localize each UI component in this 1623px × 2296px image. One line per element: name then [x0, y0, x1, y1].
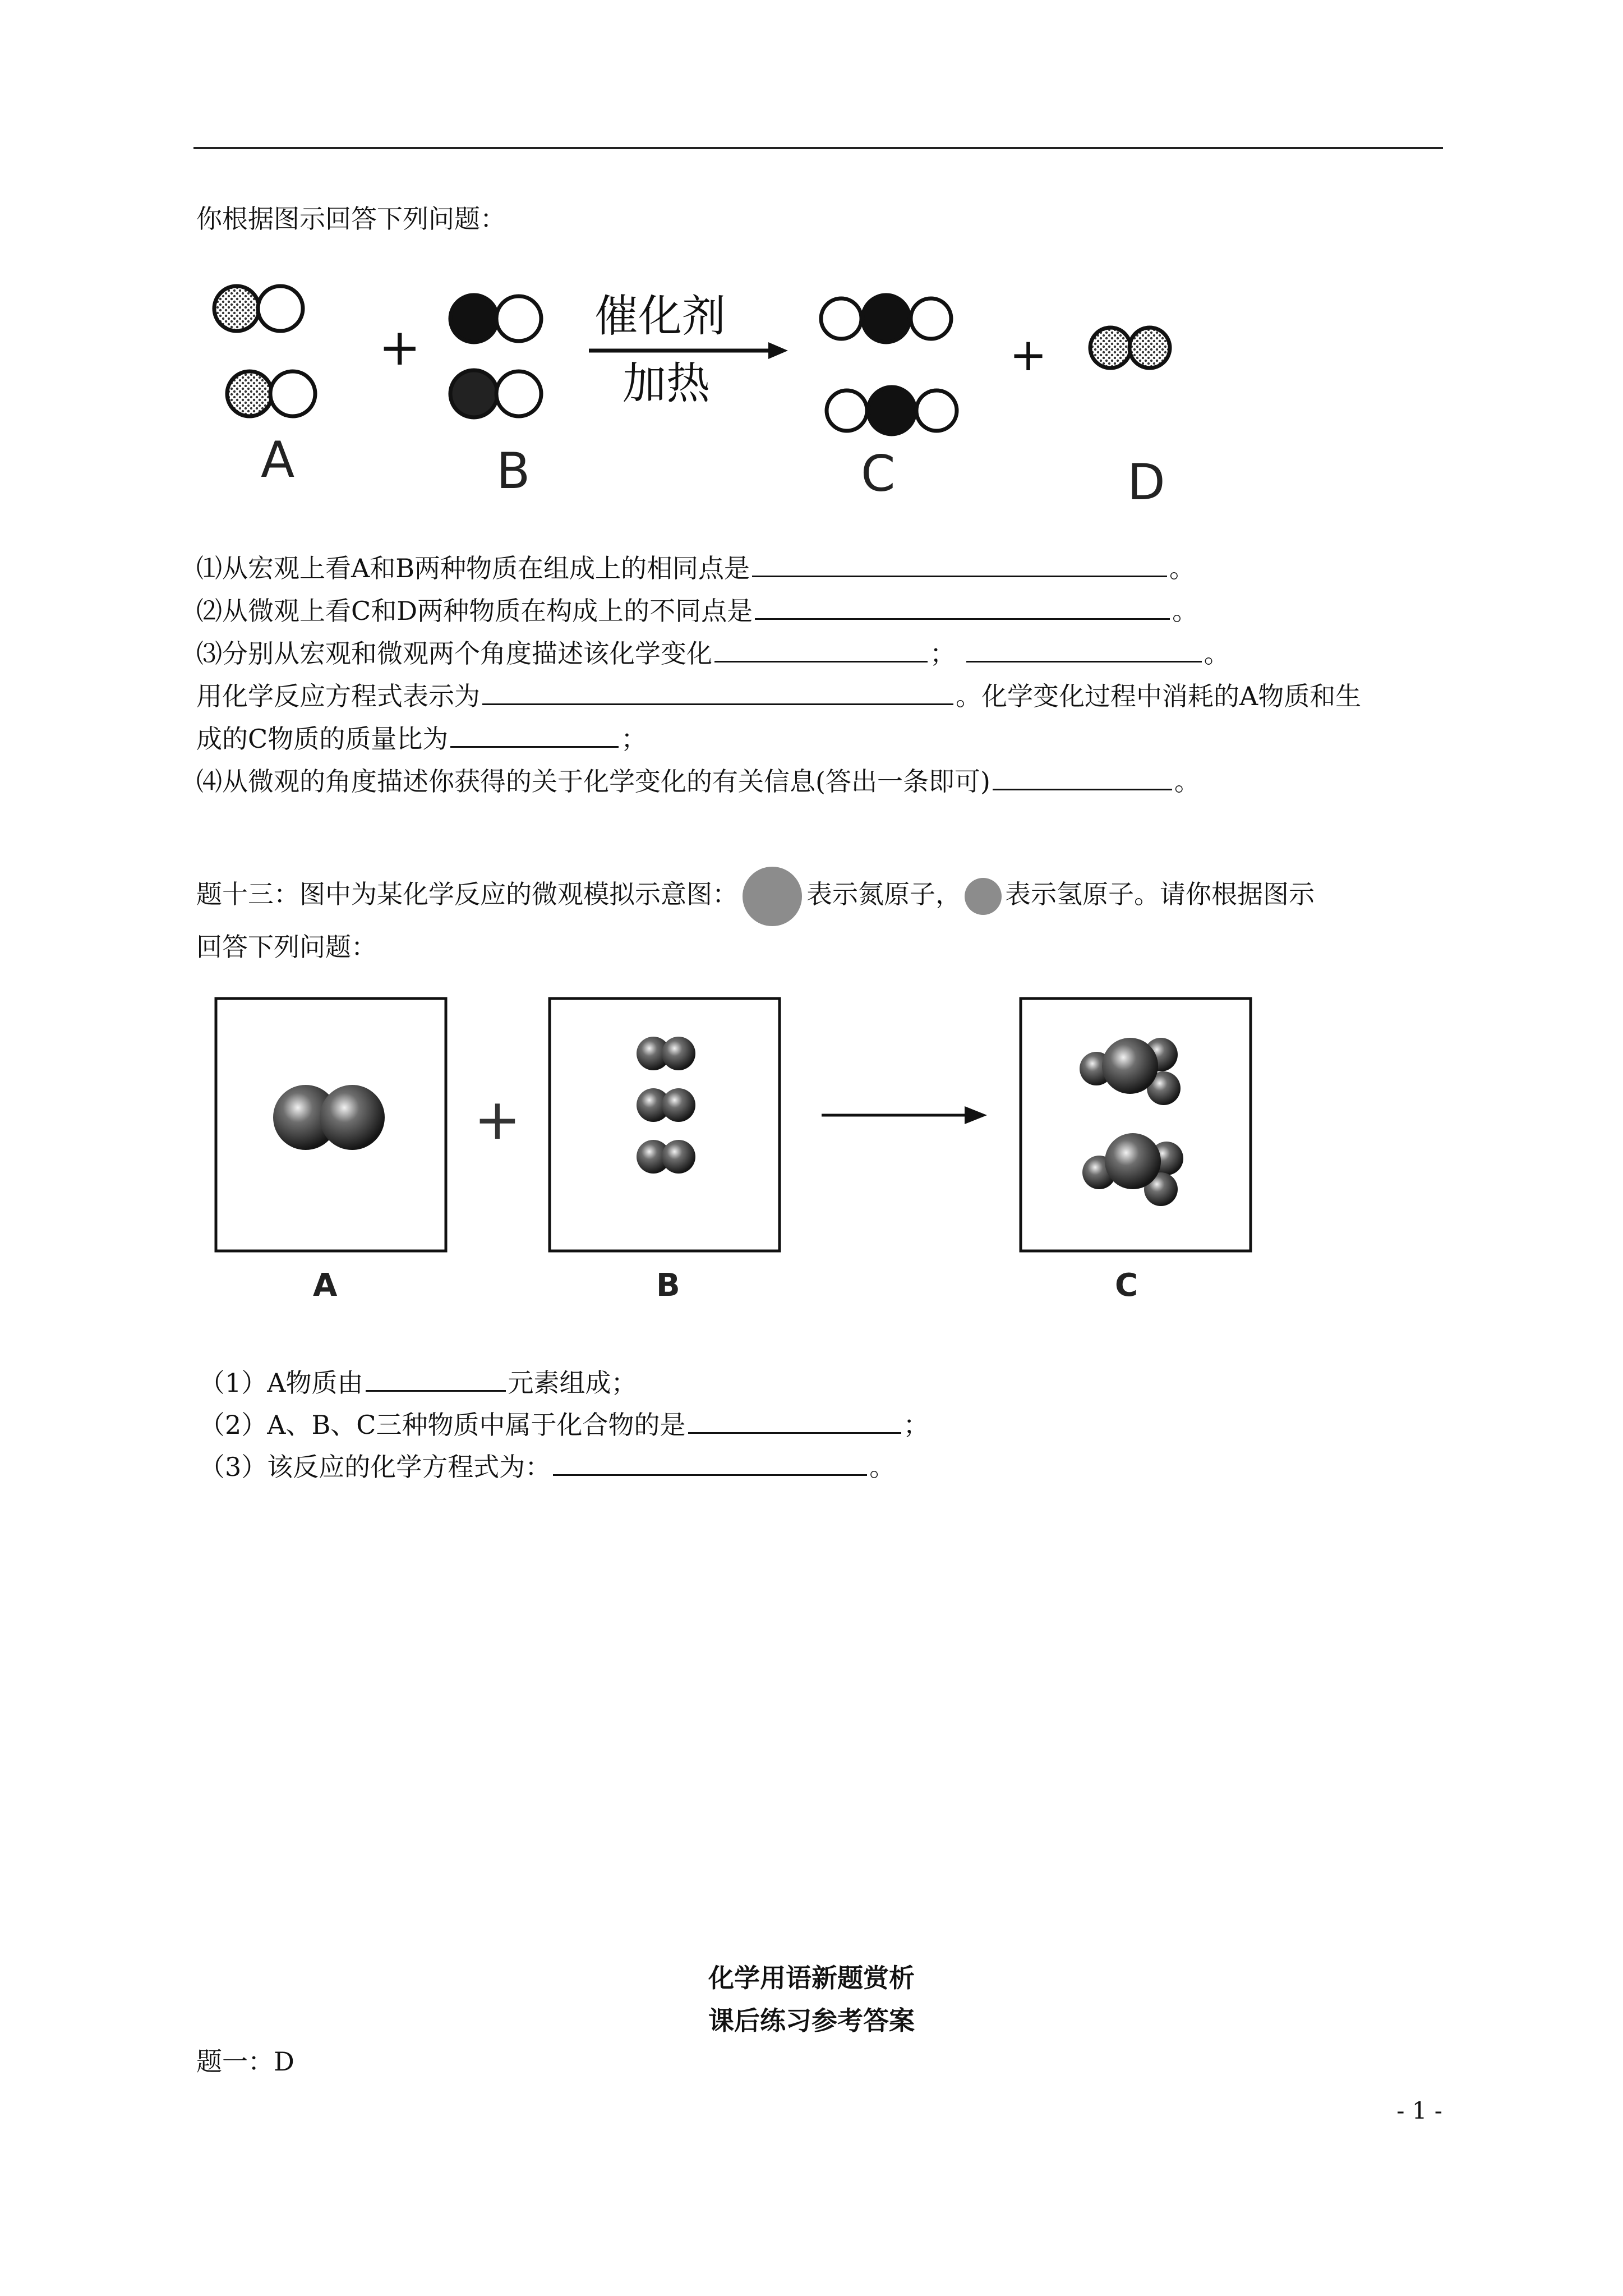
molecule-a-2	[227, 371, 315, 416]
arrow-condition-bottom: 加热	[623, 358, 711, 409]
q13-part-3: （3）该反应的化学方程式为： 。	[199, 1447, 895, 1484]
nitrogen-atom-legend-icon	[743, 867, 802, 926]
box-b	[550, 999, 780, 1251]
answer-blank-9[interactable]	[553, 1447, 867, 1476]
molecule-c-2	[827, 387, 957, 434]
label-a-2: A	[313, 1267, 338, 1304]
q12-part-6: ⑷从微观的角度描述你获得的关于化学变化的有关信息(答出一条即可) 。	[196, 762, 1200, 798]
answer-1: 题一：D	[196, 2046, 294, 2077]
box-c	[1021, 999, 1251, 1251]
answer-blank-2[interactable]	[755, 591, 1170, 620]
molecule-b-1	[450, 295, 541, 342]
answer-blank-6[interactable]	[993, 762, 1172, 790]
label-b-2: B	[656, 1267, 680, 1304]
q12-part-4: 用化学反应方程式表示为 。化学变化过程中消耗的A物质和生	[196, 677, 1361, 713]
q13-intro-cont: 回答下列问题：	[196, 932, 377, 962]
answer-blank-4[interactable]	[482, 677, 953, 705]
plus-sign-1: +	[379, 318, 421, 377]
molecule-b-2	[450, 370, 541, 417]
answers-subtitle: 课后练习参考答案	[708, 2005, 915, 2036]
header-rule	[193, 147, 1443, 149]
label-d: D	[1127, 453, 1165, 511]
label-b: B	[496, 442, 531, 500]
molecule-d	[1090, 328, 1170, 368]
reaction-figure-1	[196, 264, 1262, 522]
page-number: - 1 -	[1396, 2097, 1442, 2124]
label-c: C	[861, 445, 896, 503]
molecule-c-1	[821, 295, 951, 342]
answer-blank-5[interactable]	[450, 719, 619, 748]
q13-intro: 题十三：图中为某化学反应的微观模拟示意图： 表示氮原子， 表示氢原子。请你根据图示	[196, 867, 1315, 926]
label-c-2: C	[1115, 1267, 1138, 1304]
q13-part-1: （1）A物质由 元素组成；	[199, 1363, 637, 1400]
plus-sign-3: +	[474, 1087, 521, 1152]
answer-blank-3a[interactable]	[714, 634, 928, 662]
hydrogen-atom-legend-icon	[965, 878, 1002, 915]
arrow-condition-top: 催化剂	[594, 291, 726, 342]
reaction-figure-2	[208, 987, 1273, 1313]
q13-part-2: （2）A、B、C三种物质中属于化合物的是 ；	[199, 1405, 929, 1442]
label-a: A	[261, 431, 295, 489]
plus-sign-2: +	[1009, 329, 1048, 381]
answer-blank-3b[interactable]	[966, 634, 1202, 662]
molecule-a-1	[214, 286, 303, 331]
q12-part-1: ⑴从宏观上看A和B两种物质在组成上的相同点是 。	[196, 549, 1195, 585]
answer-blank-1[interactable]	[752, 549, 1167, 577]
q12-part-2: ⑵从微观上看C和D两种物质在构成上的不同点是 。	[196, 591, 1198, 628]
answer-blank-7[interactable]	[366, 1363, 506, 1392]
intro-text: 你根据图示回答下列问题：	[196, 204, 506, 234]
q12-part-3: ⑶分别从宏观和微观两个角度描述该化学变化 ； 。	[196, 634, 1230, 670]
q12-part-5: 成的C物质的质量比为 ；	[196, 719, 647, 756]
answers-title: 化学用语新题赏析	[708, 1963, 915, 1993]
answer-blank-8[interactable]	[688, 1405, 901, 1434]
